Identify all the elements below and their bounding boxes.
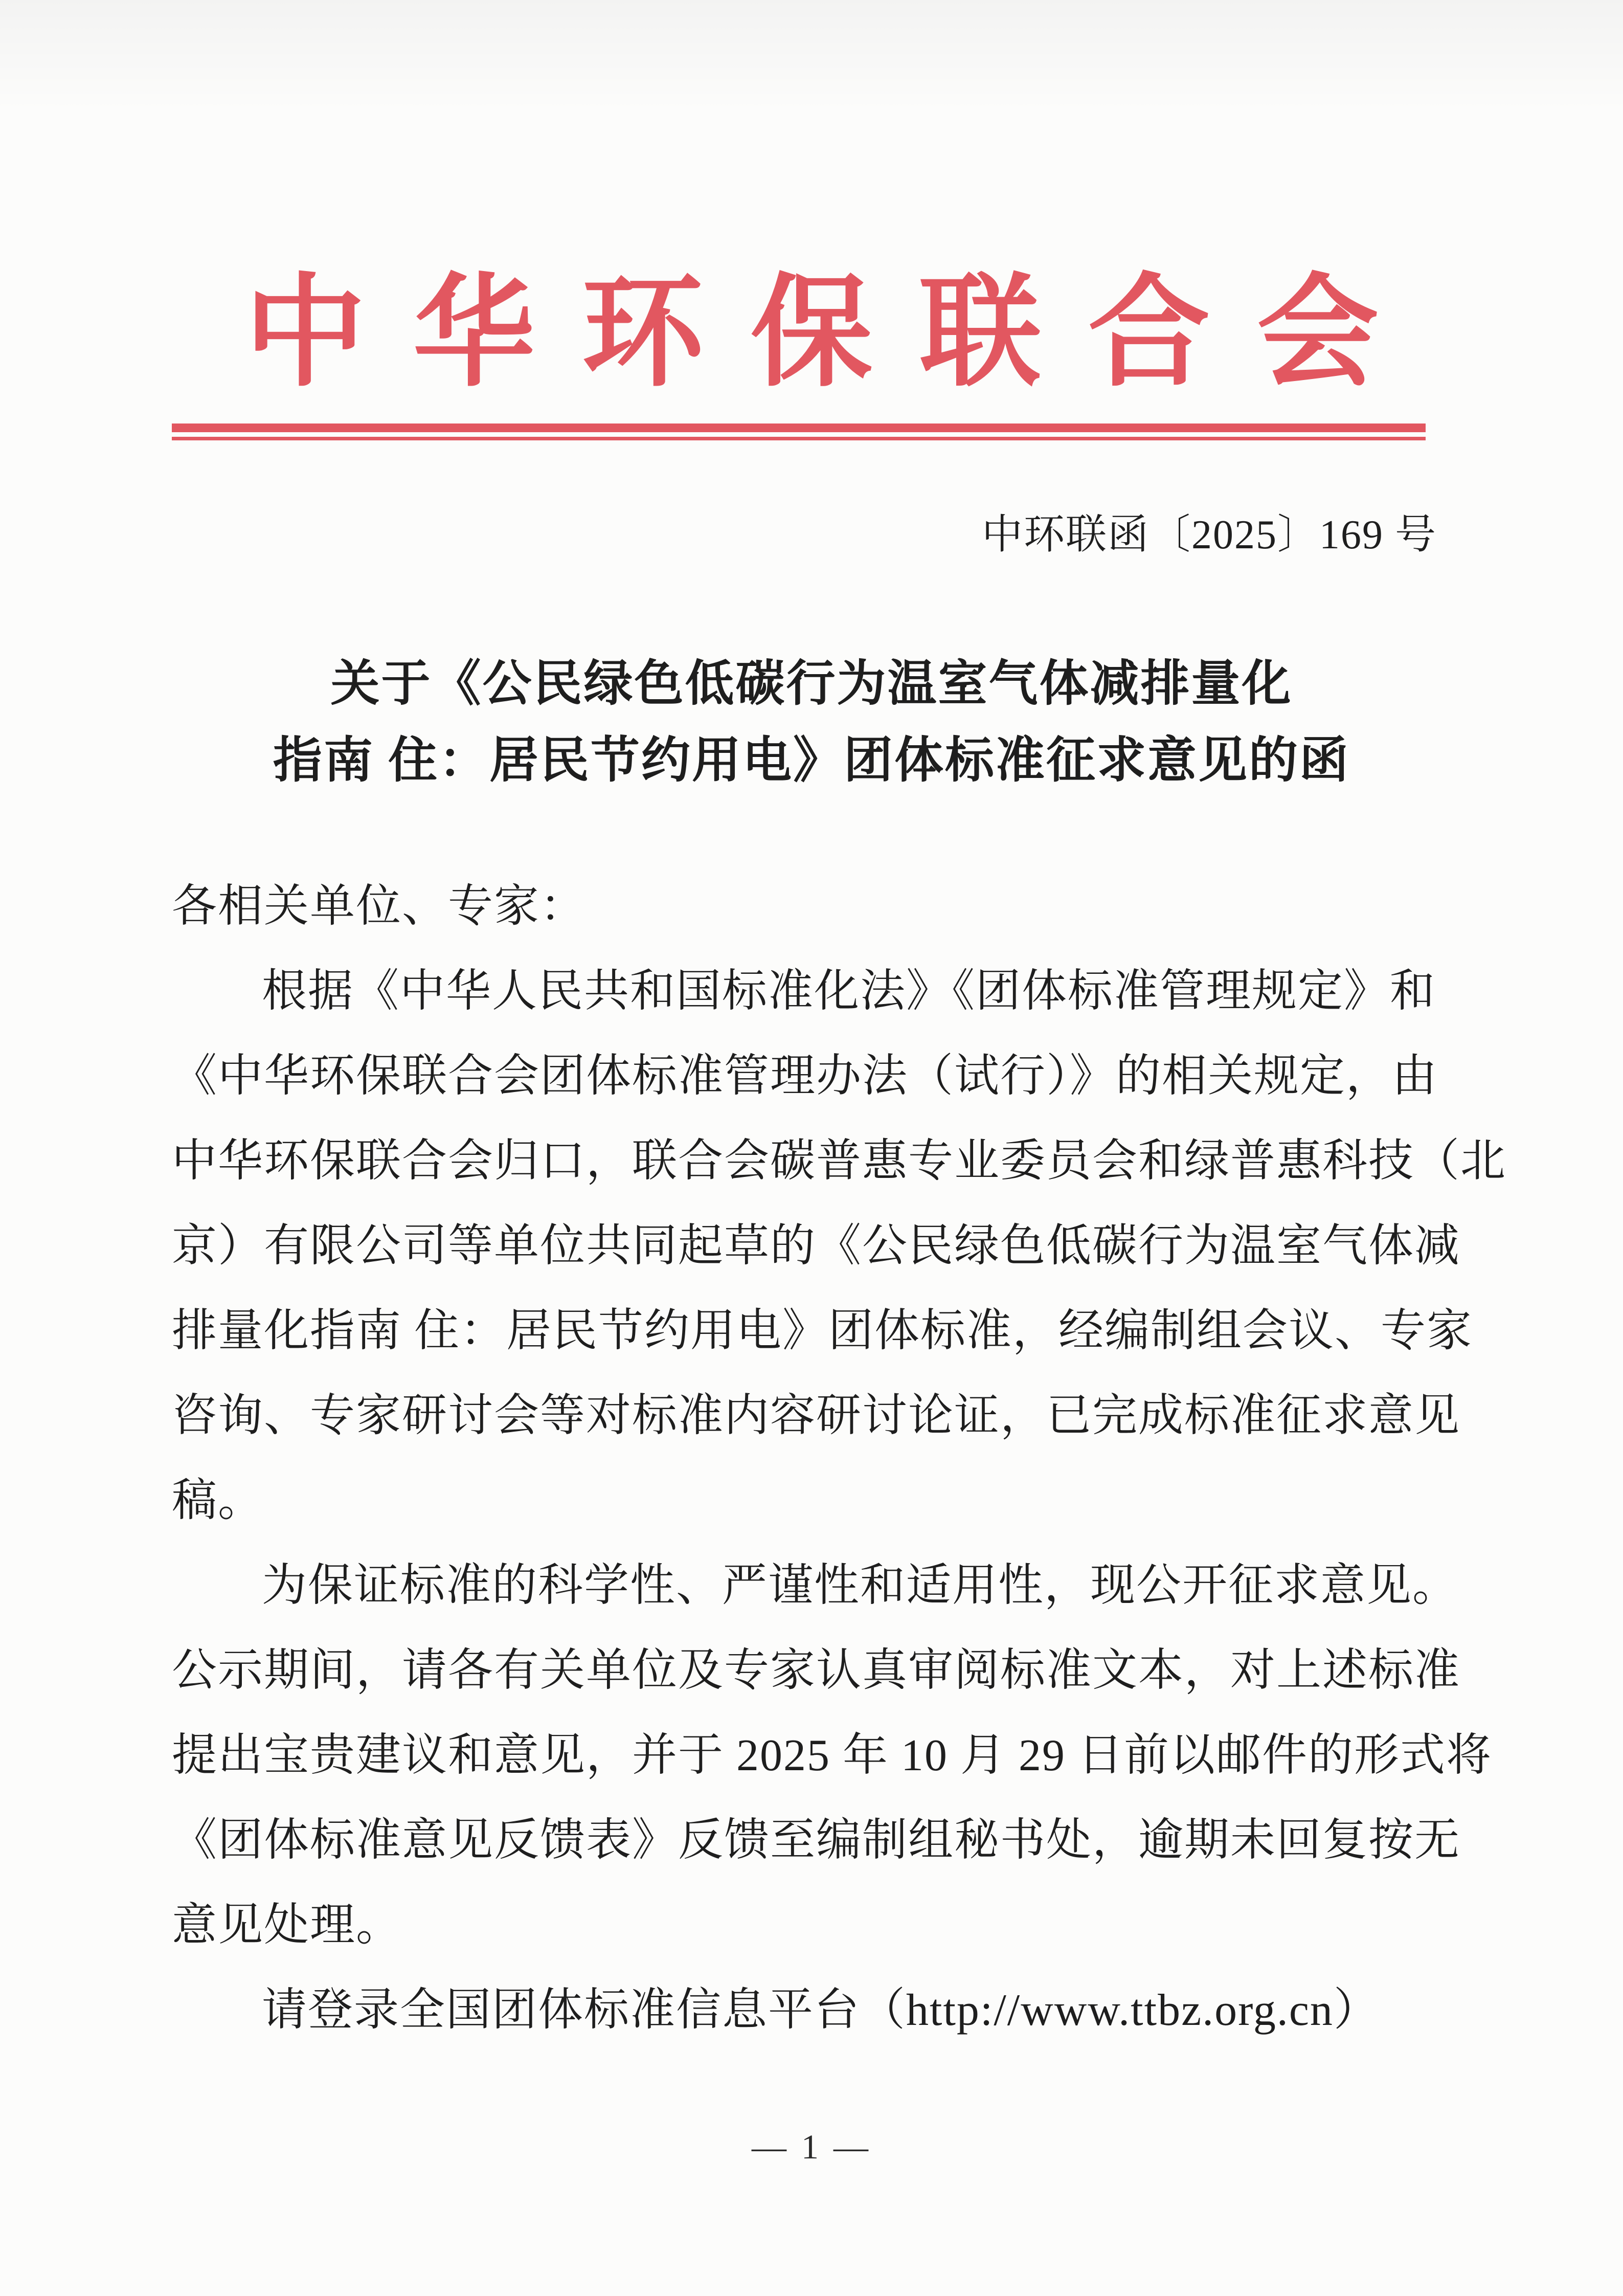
body-line: 京）有限公司等单位共同起草的《公民绿色低碳行为温室气体减: [172, 1221, 1461, 1271]
page-number: — 1 —: [752, 2127, 871, 2166]
header-rule-thick: [172, 423, 1426, 432]
body-line: 公示期间，请各有关单位及专家认真审阅标准文本，对上述标准: [172, 1646, 1461, 1696]
body-line: 为保证标准的科学性、严谨性和适用性，现公开征求意见。: [262, 1561, 1459, 1611]
body-line: 意见处理。: [172, 1901, 402, 1950]
document-reference-number: 中环联函〔2025〕169 号: [982, 512, 1437, 558]
document-body: [172, 864, 1507, 2053]
body-line: 根据《中华人民共和国标准化法》《团体标准管理规定》和: [262, 967, 1436, 1016]
scan-noise: [0, 0, 1623, 113]
body-line: 《团体标准意见反馈表》反馈至编制组秘书处，逾期未回复按无: [172, 1816, 1461, 1865]
salutation-line: 各相关单位、专家：: [172, 882, 587, 931]
body-line: 排量化指南 住：居民节约用电》团体标准，经编制组会议、专家: [172, 1306, 1473, 1356]
document-title-line-1: 关于《公民绿色低碳行为温室气体减排量化: [330, 656, 1293, 711]
org-name-heading: 中华环保联合会: [244, 266, 1426, 401]
document-title: [0, 645, 1623, 799]
body-line: 提出宝贵建议和意见，并于 2025 年 10 月 29 日前以邮件的形式将: [172, 1731, 1493, 1780]
body-line: 《中华环保联合会团体标准管理办法（试行）》的相关规定，由: [172, 1052, 1438, 1101]
body-line: 稿。: [172, 1476, 264, 1526]
document-title-line-2: 指南 住：居民节约用电》团体标准征求意见的函: [273, 733, 1350, 788]
header-rule-thin: [172, 437, 1426, 440]
body-line: 咨询、专家研讨会等对标准内容研讨论证，已完成标准征求意见: [172, 1391, 1461, 1441]
body-line: 中华环保联合会归口，联合会碳普惠专业委员会和绿普惠科技（北: [172, 1136, 1507, 1186]
body-line-platform-url: 请登录全国团体标准信息平台（http://www.ttbz.org.cn）: [262, 1986, 1380, 2035]
